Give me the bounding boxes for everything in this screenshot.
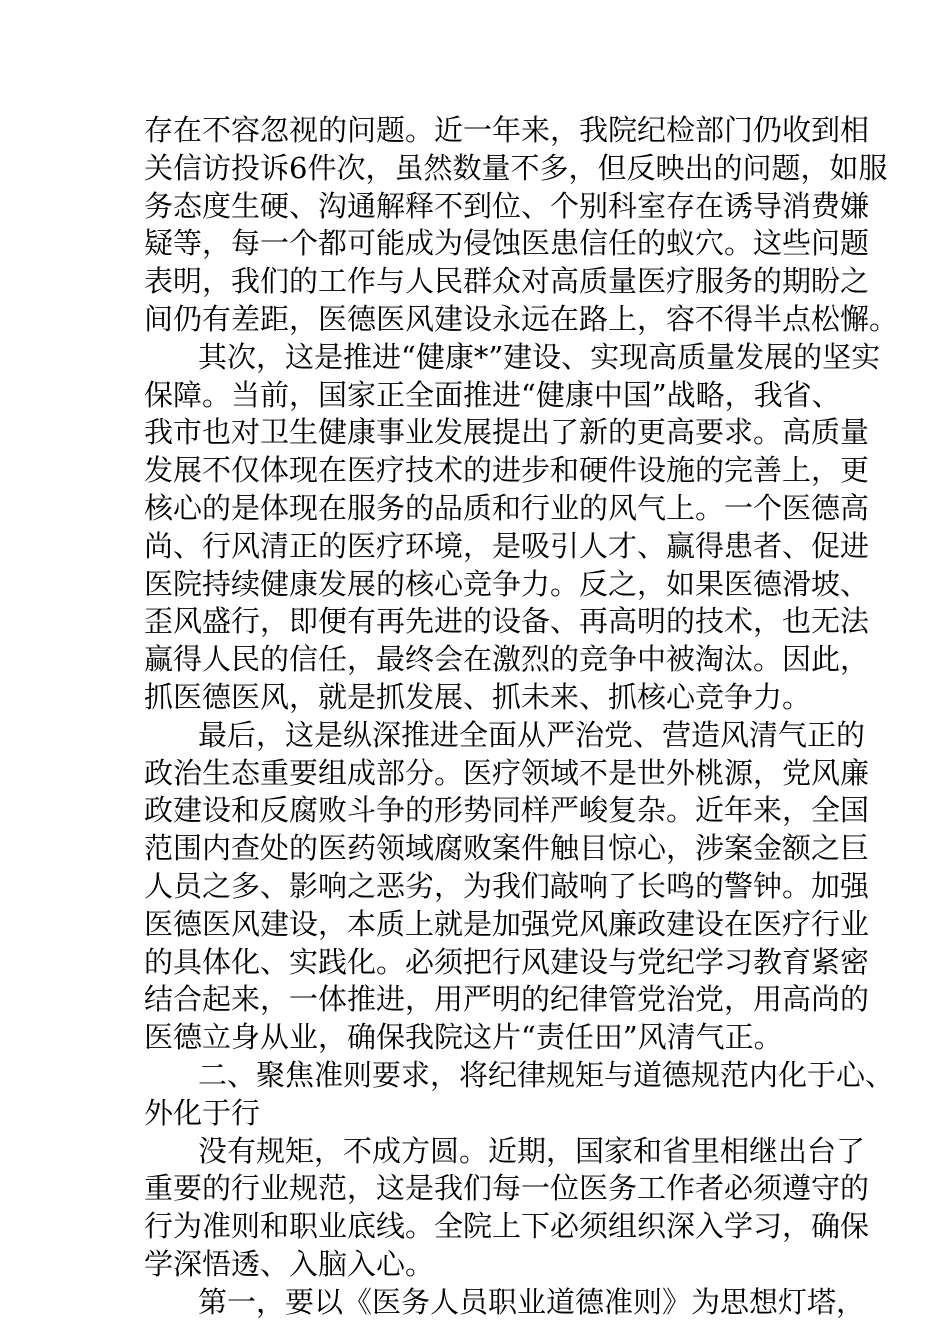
text-line: 疑等，每一个都可能成为侵蚀医患信任的蚁穴。这些问题	[144, 226, 870, 261]
section-heading: 二、聚焦准则要求，将纪律规矩与道德规范内化于心、	[198, 1057, 895, 1092]
text-line: 人员之多、影响之恶劣，为我们敲响了长鸣的警钟。加强	[144, 868, 870, 903]
paragraph-first-line: 没有规矩，不成方圆。近期，国家和省里相继出台了	[198, 1133, 866, 1168]
text-line: 抓医德医风，就是抓发展、抓未来、抓核心竞争力。	[144, 679, 812, 714]
text-line: 存在不容忽视的问题。近一年来，我院纪检部门仍收到相	[144, 113, 870, 147]
text-line: 间仍有差距，医德医风建设永远在路上，容不得半点松懈。	[144, 301, 899, 336]
text-line: 关信访投诉6件次，虽然数量不多，但反映出的问题，如服	[144, 150, 888, 185]
paragraph-first-line: 最后，这是纵深推进全面从严治党、营造风清气正的	[198, 717, 866, 752]
text-line: 结合起来，一体推进，用严明的纪律管党治党，用高尚的	[144, 982, 870, 1017]
document-body	[144, 112, 899, 1322]
text-line: 尚、行风清正的医疗环境，是吸引人才、赢得患者、促进	[144, 528, 870, 563]
text-line: 发展不仅体现在医疗技术的进步和硬件设施的完善上，更	[144, 453, 870, 488]
text-line: 学深悟透、入脑入心。	[144, 1246, 435, 1281]
text-line: 医院持续健康发展的核心竞争力。反之，如果医德滑坡、	[144, 566, 870, 601]
text-line: 重要的行业规范，这是我们每一位医务工作者必须遵守的	[144, 1171, 870, 1206]
text-line: 表明，我们的工作与人民群众对高质量医疗服务的期盼之	[144, 264, 870, 299]
text-line: 赢得人民的信任，最终会在激烈的竞争中被淘汰。因此，	[144, 642, 870, 677]
text-line: 保障。当前，国家正全面推进“健康中国”战略，我省、	[144, 377, 841, 412]
text-line: 政建设和反腐败斗争的形势同样严峻复杂。近年来，全国	[144, 793, 870, 828]
paragraph-first-line: 其次，这是推进“健康*”建设、实现高质量发展的坚实	[198, 339, 881, 374]
text-line: 医德立身从业，确保我院这片“责任田”风清气正。	[144, 1020, 783, 1055]
text-line: 医德医风建设，本质上就是加强党风廉政建设在医疗行业	[144, 906, 870, 941]
text-line: 核心的是体现在服务的品质和行业的风气上。一个医德高	[144, 490, 870, 525]
text-line: 行为准则和职业底线。全院上下必须组织深入学习，确保	[144, 1209, 870, 1244]
text-line: 范围内查处的医药领域腐败案件触目惊心，涉案金额之巨	[144, 831, 870, 866]
section-heading-continued: 外化于行	[144, 1095, 261, 1130]
text-line: 务态度生硬、沟通解释不到位、个别科室存在诱导消费嫌	[144, 188, 870, 223]
text-line: 歪风盛行，即便有再先进的设备、再高明的技术，也无法	[144, 604, 870, 639]
paragraph-first-line: 第一，要以《医务人员职业道德准则》为思想灯塔，	[198, 1284, 866, 1319]
text-line: 的具体化、实践化。必须把行风建设与党纪学习教育紧密	[144, 944, 870, 979]
text-line: 我市也对卫生健康事业发展提出了新的更高要求。高质量	[144, 415, 870, 450]
text-line: 政治生态重要组成部分。医疗领域不是世外桃源，党风廉	[144, 755, 870, 790]
